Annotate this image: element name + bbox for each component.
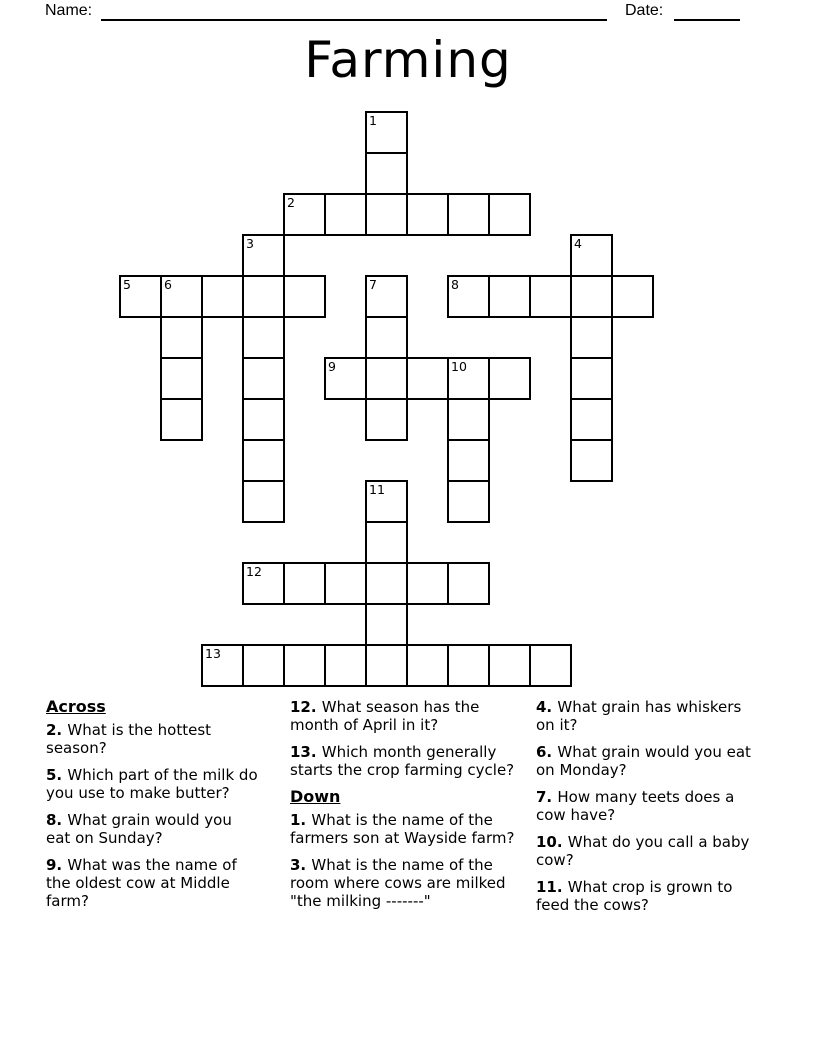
clue-number: 9. bbox=[46, 856, 68, 874]
grid-cell[interactable] bbox=[447, 193, 490, 236]
clues-heading: Across bbox=[46, 697, 106, 716]
grid-cell[interactable] bbox=[488, 193, 531, 236]
grid-cell[interactable] bbox=[447, 275, 490, 318]
clue-number: 11. bbox=[536, 878, 568, 896]
clue: 12. What season has the month of April in it? bbox=[290, 698, 480, 734]
grid-cell[interactable] bbox=[242, 316, 285, 359]
cell-number: 4 bbox=[574, 236, 582, 251]
grid-cell[interactable] bbox=[447, 357, 490, 400]
grid-cell[interactable] bbox=[160, 357, 203, 400]
clue: 1. What is the name of the farmers son at Wayside farm? bbox=[290, 811, 515, 847]
clue: 6. What grain would you eat on Monday? bbox=[536, 743, 751, 779]
grid-cell[interactable] bbox=[365, 111, 408, 154]
grid-cell[interactable] bbox=[242, 234, 285, 277]
clue-number: 13. bbox=[290, 743, 322, 761]
grid-cell[interactable] bbox=[365, 398, 408, 441]
clue-number: 3. bbox=[290, 856, 312, 874]
grid-cell[interactable] bbox=[324, 193, 367, 236]
name-label: Name: bbox=[45, 2, 93, 19]
clue-number: 4. bbox=[536, 698, 558, 716]
cell-number: 6 bbox=[164, 277, 172, 292]
grid-cell[interactable] bbox=[242, 439, 285, 482]
grid-cell[interactable] bbox=[447, 480, 490, 523]
clue: 13. Which month generally starts the crop farming cycle? bbox=[290, 743, 515, 779]
grid-cell[interactable] bbox=[447, 439, 490, 482]
clue: 9. What was the name of the oldest cow at Middle farm? bbox=[46, 856, 237, 910]
clue-number: 5. bbox=[46, 766, 68, 784]
grid-cell[interactable] bbox=[488, 275, 531, 318]
grid-cell[interactable] bbox=[406, 644, 449, 687]
grid-cell[interactable] bbox=[406, 562, 449, 605]
grid-cell[interactable] bbox=[406, 193, 449, 236]
clue-number: 8. bbox=[46, 811, 68, 829]
clue-number: 7. bbox=[536, 788, 558, 806]
grid-cell[interactable] bbox=[488, 357, 531, 400]
grid-cell[interactable] bbox=[324, 644, 367, 687]
grid-cell[interactable] bbox=[365, 357, 408, 400]
clue: 8. What grain would you eat on Sunday? bbox=[46, 811, 232, 847]
grid-cell[interactable] bbox=[242, 398, 285, 441]
grid-cell[interactable] bbox=[529, 275, 572, 318]
cell-number: 11 bbox=[369, 482, 385, 497]
grid-cell[interactable] bbox=[447, 398, 490, 441]
clue-number: 12. bbox=[290, 698, 322, 716]
grid-cell[interactable] bbox=[570, 439, 613, 482]
grid-cell[interactable] bbox=[160, 275, 203, 318]
grid-cell[interactable] bbox=[242, 644, 285, 687]
grid-cell[interactable] bbox=[488, 644, 531, 687]
cell-number: 13 bbox=[205, 646, 221, 661]
clue: 10. What do you call a baby cow? bbox=[536, 833, 750, 869]
clue: 4. What grain has whiskers on it? bbox=[536, 698, 742, 734]
grid-cell[interactable] bbox=[242, 357, 285, 400]
grid-cell[interactable] bbox=[365, 562, 408, 605]
grid-cell[interactable] bbox=[201, 275, 244, 318]
grid-cell[interactable] bbox=[242, 480, 285, 523]
grid-cell[interactable] bbox=[529, 644, 572, 687]
cell-number: 12 bbox=[246, 564, 262, 579]
grid-cell[interactable] bbox=[160, 316, 203, 359]
grid-cell[interactable] bbox=[160, 398, 203, 441]
grid-cell[interactable] bbox=[324, 357, 367, 400]
grid-cell[interactable] bbox=[570, 275, 613, 318]
clue: 11. What crop is grown to feed the cows? bbox=[536, 878, 733, 914]
clues-column-1 bbox=[46, 698, 260, 919]
clues-heading: Down bbox=[290, 787, 341, 806]
grid-cell[interactable] bbox=[201, 644, 244, 687]
cell-number: 7 bbox=[369, 277, 377, 292]
date-label: Date: bbox=[625, 2, 664, 19]
clues-column-2 bbox=[290, 698, 532, 919]
cell-number: 2 bbox=[287, 195, 295, 210]
cell-number: 9 bbox=[328, 359, 336, 374]
clue-number: 1. bbox=[290, 811, 312, 829]
grid-cell[interactable] bbox=[365, 644, 408, 687]
cell-number: 1 bbox=[369, 113, 377, 128]
grid-cell[interactable] bbox=[283, 193, 326, 236]
clue: 2. What is the hottest season? bbox=[46, 721, 212, 757]
grid-cell[interactable] bbox=[365, 603, 408, 646]
cell-number: 10 bbox=[451, 359, 467, 374]
grid-cell[interactable] bbox=[570, 316, 613, 359]
clues-column-3 bbox=[536, 698, 752, 923]
grid-cell[interactable] bbox=[570, 234, 613, 277]
grid-cell[interactable] bbox=[365, 152, 408, 195]
grid-cell[interactable] bbox=[611, 275, 654, 318]
grid-cell[interactable] bbox=[365, 193, 408, 236]
grid-cell[interactable] bbox=[242, 562, 285, 605]
clue-number: 2. bbox=[46, 721, 68, 739]
grid-cell[interactable] bbox=[406, 357, 449, 400]
page-title: Farming bbox=[304, 31, 512, 89]
grid-cell[interactable] bbox=[365, 480, 408, 523]
cell-number: 5 bbox=[123, 277, 131, 292]
grid-cell[interactable] bbox=[447, 644, 490, 687]
grid-cell[interactable] bbox=[570, 357, 613, 400]
grid-cell[interactable] bbox=[570, 398, 613, 441]
grid-cell[interactable] bbox=[365, 521, 408, 564]
grid-cell[interactable] bbox=[283, 562, 326, 605]
cell-number: 8 bbox=[451, 277, 459, 292]
clue: 3. What is the name of the room where cows are milked "the milking -------" bbox=[290, 856, 506, 910]
grid-cell[interactable] bbox=[324, 562, 367, 605]
clue: 7. How many teets does a cow have? bbox=[536, 788, 735, 824]
grid-cell[interactable] bbox=[283, 275, 326, 318]
grid-cell[interactable] bbox=[447, 562, 490, 605]
grid-cell[interactable] bbox=[365, 316, 408, 359]
grid-cell[interactable] bbox=[119, 275, 162, 318]
cell-number: 3 bbox=[246, 236, 254, 251]
grid-cell[interactable] bbox=[365, 275, 408, 318]
clue-number: 10. bbox=[536, 833, 568, 851]
grid-cell[interactable] bbox=[242, 275, 285, 318]
grid-cell[interactable] bbox=[283, 644, 326, 687]
clue: 5. Which part of the milk do you use to make butter? bbox=[46, 766, 258, 802]
clue-number: 6. bbox=[536, 743, 558, 761]
